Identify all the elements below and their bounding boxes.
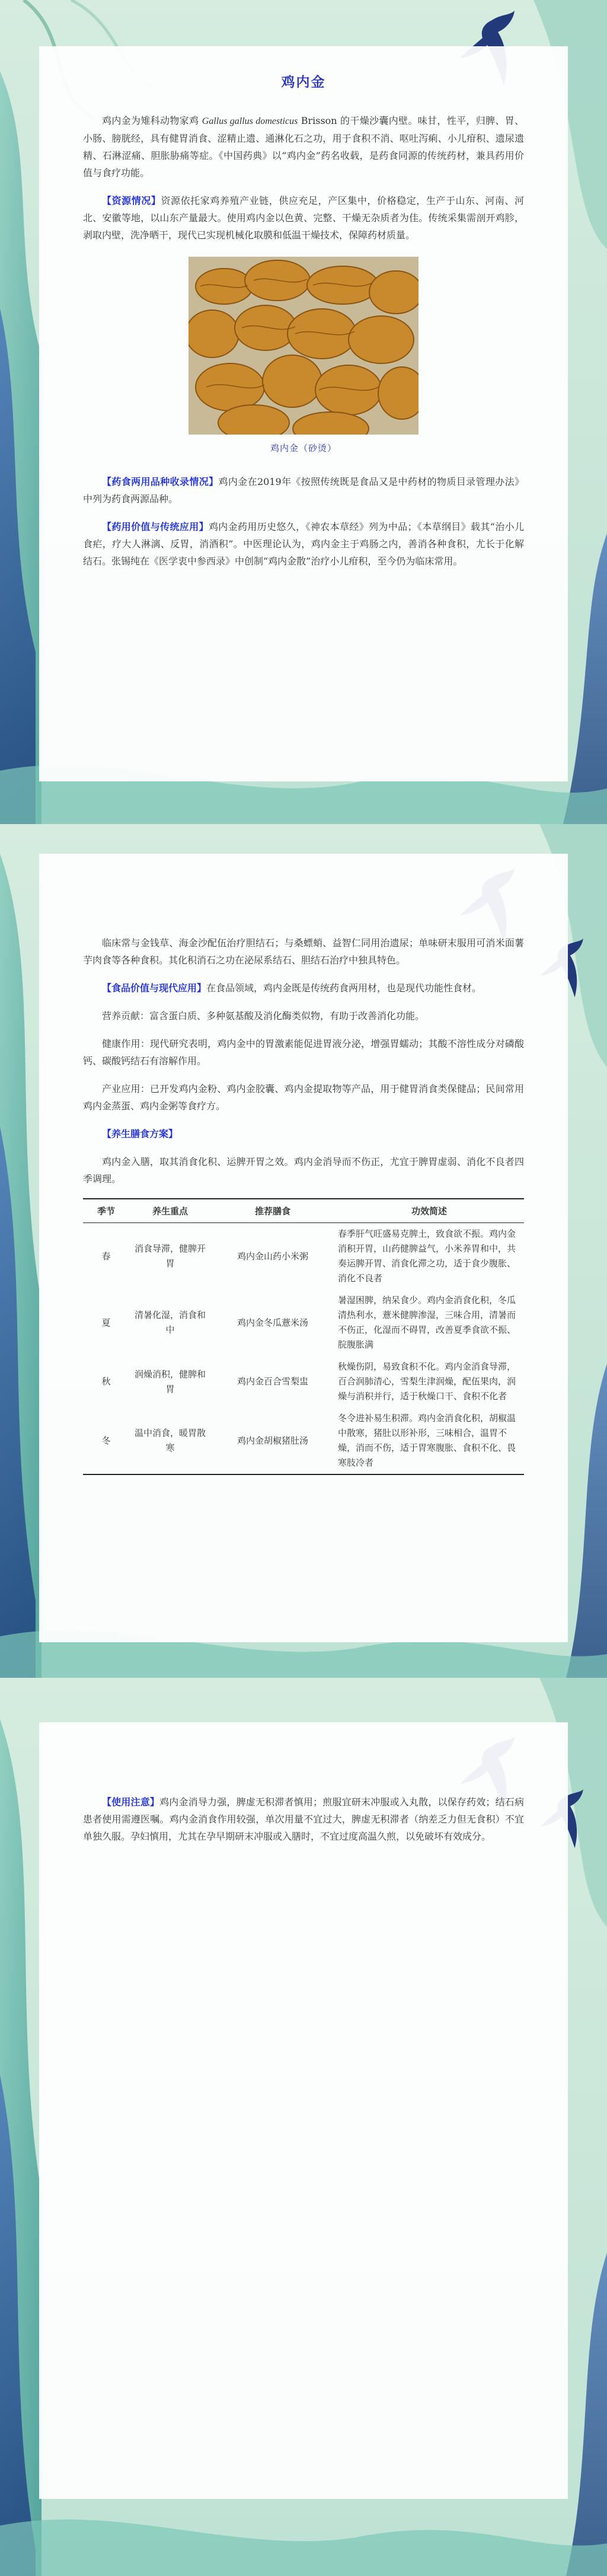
table-row — [83, 1223, 524, 1290]
food-paragraph — [83, 979, 524, 997]
content-card-1 — [39, 46, 568, 781]
table-header-row — [83, 1199, 524, 1223]
herb-image-container — [83, 257, 524, 437]
latin-author: Brisson — [298, 115, 337, 126]
resource-label: 【资源情况】 — [102, 195, 161, 206]
resource-text: 资源依托家鸡养殖产业链，供应充足，产区集中，价格稳定，生产于山东、河南、河北、安徽等地，以山东产量最大。使用鸡内金以色黄、完整、干燥无杂质者为佳。传统采集需剖开鸡胗，剥取内壁，洗净晒干，现代已实现机械化取膜和低温干燥技术，保障药材质量。 — [83, 195, 524, 241]
table-header: 养生重点 — [129, 1199, 211, 1223]
season-cell: 冬 — [83, 1407, 129, 1474]
diet-table — [83, 1198, 524, 1475]
dish-cell: 鸡内金冬瓜薏米汤 — [237, 1317, 308, 1328]
intro-post: 的干燥沙囊内壁。味甘，性平，归脾、胃、小肠、膀胱经，具有健胃消食、涩精止遗、通淋化石之功，用于食积不消、呕吐泻痢、小儿疳积、遗尿遗精、石淋涩痛、胆胀胁痛等症。《中国药典》以“鸡内金”药名收载，是药食同源的传统药材，兼具药用价值与食疗功能。 — [83, 115, 525, 178]
table-row — [83, 1407, 524, 1474]
intro-paragraph — [83, 112, 524, 181]
history-text: 鸡内金药用历史悠久，《神农本草经》列为中品；《本草纲目》载其“治小儿食疟，疗大人淋漓、反胃，消酒积”。中医理论认为，鸡内金主于鸡肠之内，善消各种食积，尤长于化解结石。张锡纯在《医学衷中参西录》中创制“鸡内金散”治疗小儿疳积，至今仍为临床常用。 — [83, 521, 524, 567]
season-cell: 春 — [101, 1250, 111, 1262]
diet-paragraph: 鸡内金入膳，取其消食化积、运脾开胃之效。鸡内金消导而不伤正，尤宜于脾胃虚弱、消化不良者四季调理。 — [83, 1156, 524, 1185]
listing-paragraph — [83, 473, 524, 507]
herb-photo — [189, 257, 418, 435]
resource-paragraph — [83, 192, 524, 244]
listing-text: 鸡内金在2019年《按照传统既是食品又是中药材的物质目录管理办法》中列为药食两源品种。 — [83, 476, 524, 505]
history-label: 【药用价值与传统应用】 — [102, 521, 209, 532]
caution-label: 【使用注意】 — [102, 1796, 160, 1808]
latin-name: Gallus gallus domesticus — [202, 116, 298, 126]
focus-cell: 清暑化湿，消食和中 — [134, 1310, 206, 1335]
effect-cell: 冬令进补易生积滞。鸡内金消食化积，胡椒温中散寒，猪肚以形补形，三味相合，温胃不燥，消而不伤，适于胃寒腹胀、食积不化、畏寒肢冷者 — [334, 1407, 524, 1474]
industry-paragraph: 产业应用：已开发鸡内金粉、鸡内金胶囊、鸡内金提取物等产品，用于健胃消食类保健品；民间常用鸡内金蒸蛋、鸡内金粥等食疗方。 — [83, 1083, 524, 1112]
table-header: 季节 — [83, 1199, 129, 1223]
focus-cell: 消食导滞，健脾开胃 — [134, 1243, 206, 1269]
food-label: 【食品价值与现代应用】 — [102, 982, 207, 994]
focus-cell: 润燥消积，健脾和胃 — [134, 1368, 206, 1394]
caution-text: 鸡内金消导力强，脾虚无积滞者慎用；煎服宜研末冲服或入丸散，以保存药效；结石病患者使用需遵医嘱。鸡内金消食作用较强，单次用量不宜过大，脾虚无积滞者（纳差乏力但无食积）不宜单独久服。孕妇慎用，尤其在孕早期研末冲服或入膳时，不宜过度高温久煎，以免破坏有效成分。 — [83, 1796, 524, 1842]
card-top-spacer — [83, 1722, 524, 1793]
image-caption: 鸡内金（砂烫） — [270, 443, 337, 454]
season-cell: 秋 — [101, 1376, 111, 1387]
caution-paragraph — [83, 1793, 524, 1845]
effect-cell: 秋燥伤阴，易致食积不化。鸡内金消食导滞，百合润肺清心，雪梨生津润燥，配伍果肉，润燥与消积并行，适于秋燥口干、食积不化者 — [338, 1361, 516, 1402]
content-card-3 — [39, 1722, 568, 2499]
diet-label: 【养生膳食方案】 — [102, 1128, 178, 1139]
history-paragraph — [83, 518, 524, 570]
page-title: 鸡内金 — [281, 74, 326, 90]
table-header: 功效简述 — [334, 1199, 524, 1223]
content-card-2 — [39, 854, 568, 1642]
dish-cell: 鸡内金胡椒猪肚汤 — [211, 1407, 334, 1474]
season-cell: 夏 — [101, 1317, 111, 1328]
intro-pre: 鸡内金为雉科动物家鸡 — [102, 115, 202, 126]
card-top-spacer — [83, 854, 524, 934]
effect-cell: 春季肝气旺盛易克脾土，致食欲不振。鸡内金消积开胃，山药健脾益气，小米养胃和中，共奏运脾开胃、消食化滞之功，适于食少腹胀、消化不良者 — [338, 1228, 516, 1284]
clinical-paragraph: 临床常与金钱草、海金沙配伍治疗胆结石；与桑螵蛸、益智仁同用治遗尿；单味研末服用可消米面薯芋肉食等各种食积。其化积消石之功在泌尿系结石、胆结石治疗中独具特色。 — [83, 937, 524, 966]
dish-cell: 鸡内金百合雪梨盅 — [237, 1376, 308, 1387]
health-paragraph: 健康作用：现代研究表明，鸡内金中的胃激素能促进胃液分泌，增强胃蠕动；其酸不溶性成分对磷酸钙、碳酸钙结石有溶解作用。 — [83, 1038, 524, 1067]
effect-cell: 暑湿困脾，纳呆食少。鸡内金消食化积，冬瓜清热利水，薏米健脾渗湿，三味合用，清暑而不伤正，化湿而不碍胃，改善夏季食欲不振、脘腹胀满 — [338, 1295, 516, 1350]
listing-label: 【药食两用品种收录情况】 — [102, 476, 219, 487]
focus-cell: 温中消食，暖胃散寒 — [129, 1407, 211, 1474]
table-row — [83, 1289, 524, 1356]
table-header: 推荐膳食 — [211, 1199, 334, 1223]
diet-heading — [83, 1125, 524, 1142]
food-text: 在食品领域，鸡内金既是传统药食两用材，也是现代功能性食材。 — [206, 982, 482, 994]
table-row — [83, 1356, 524, 1407]
nutrition-paragraph: 营养贡献：富含蛋白质、多种氨基酸及消化酶类似物，有助于改善消化功能。 — [102, 1010, 425, 1022]
dish-cell: 鸡内金山药小米粥 — [237, 1250, 308, 1262]
